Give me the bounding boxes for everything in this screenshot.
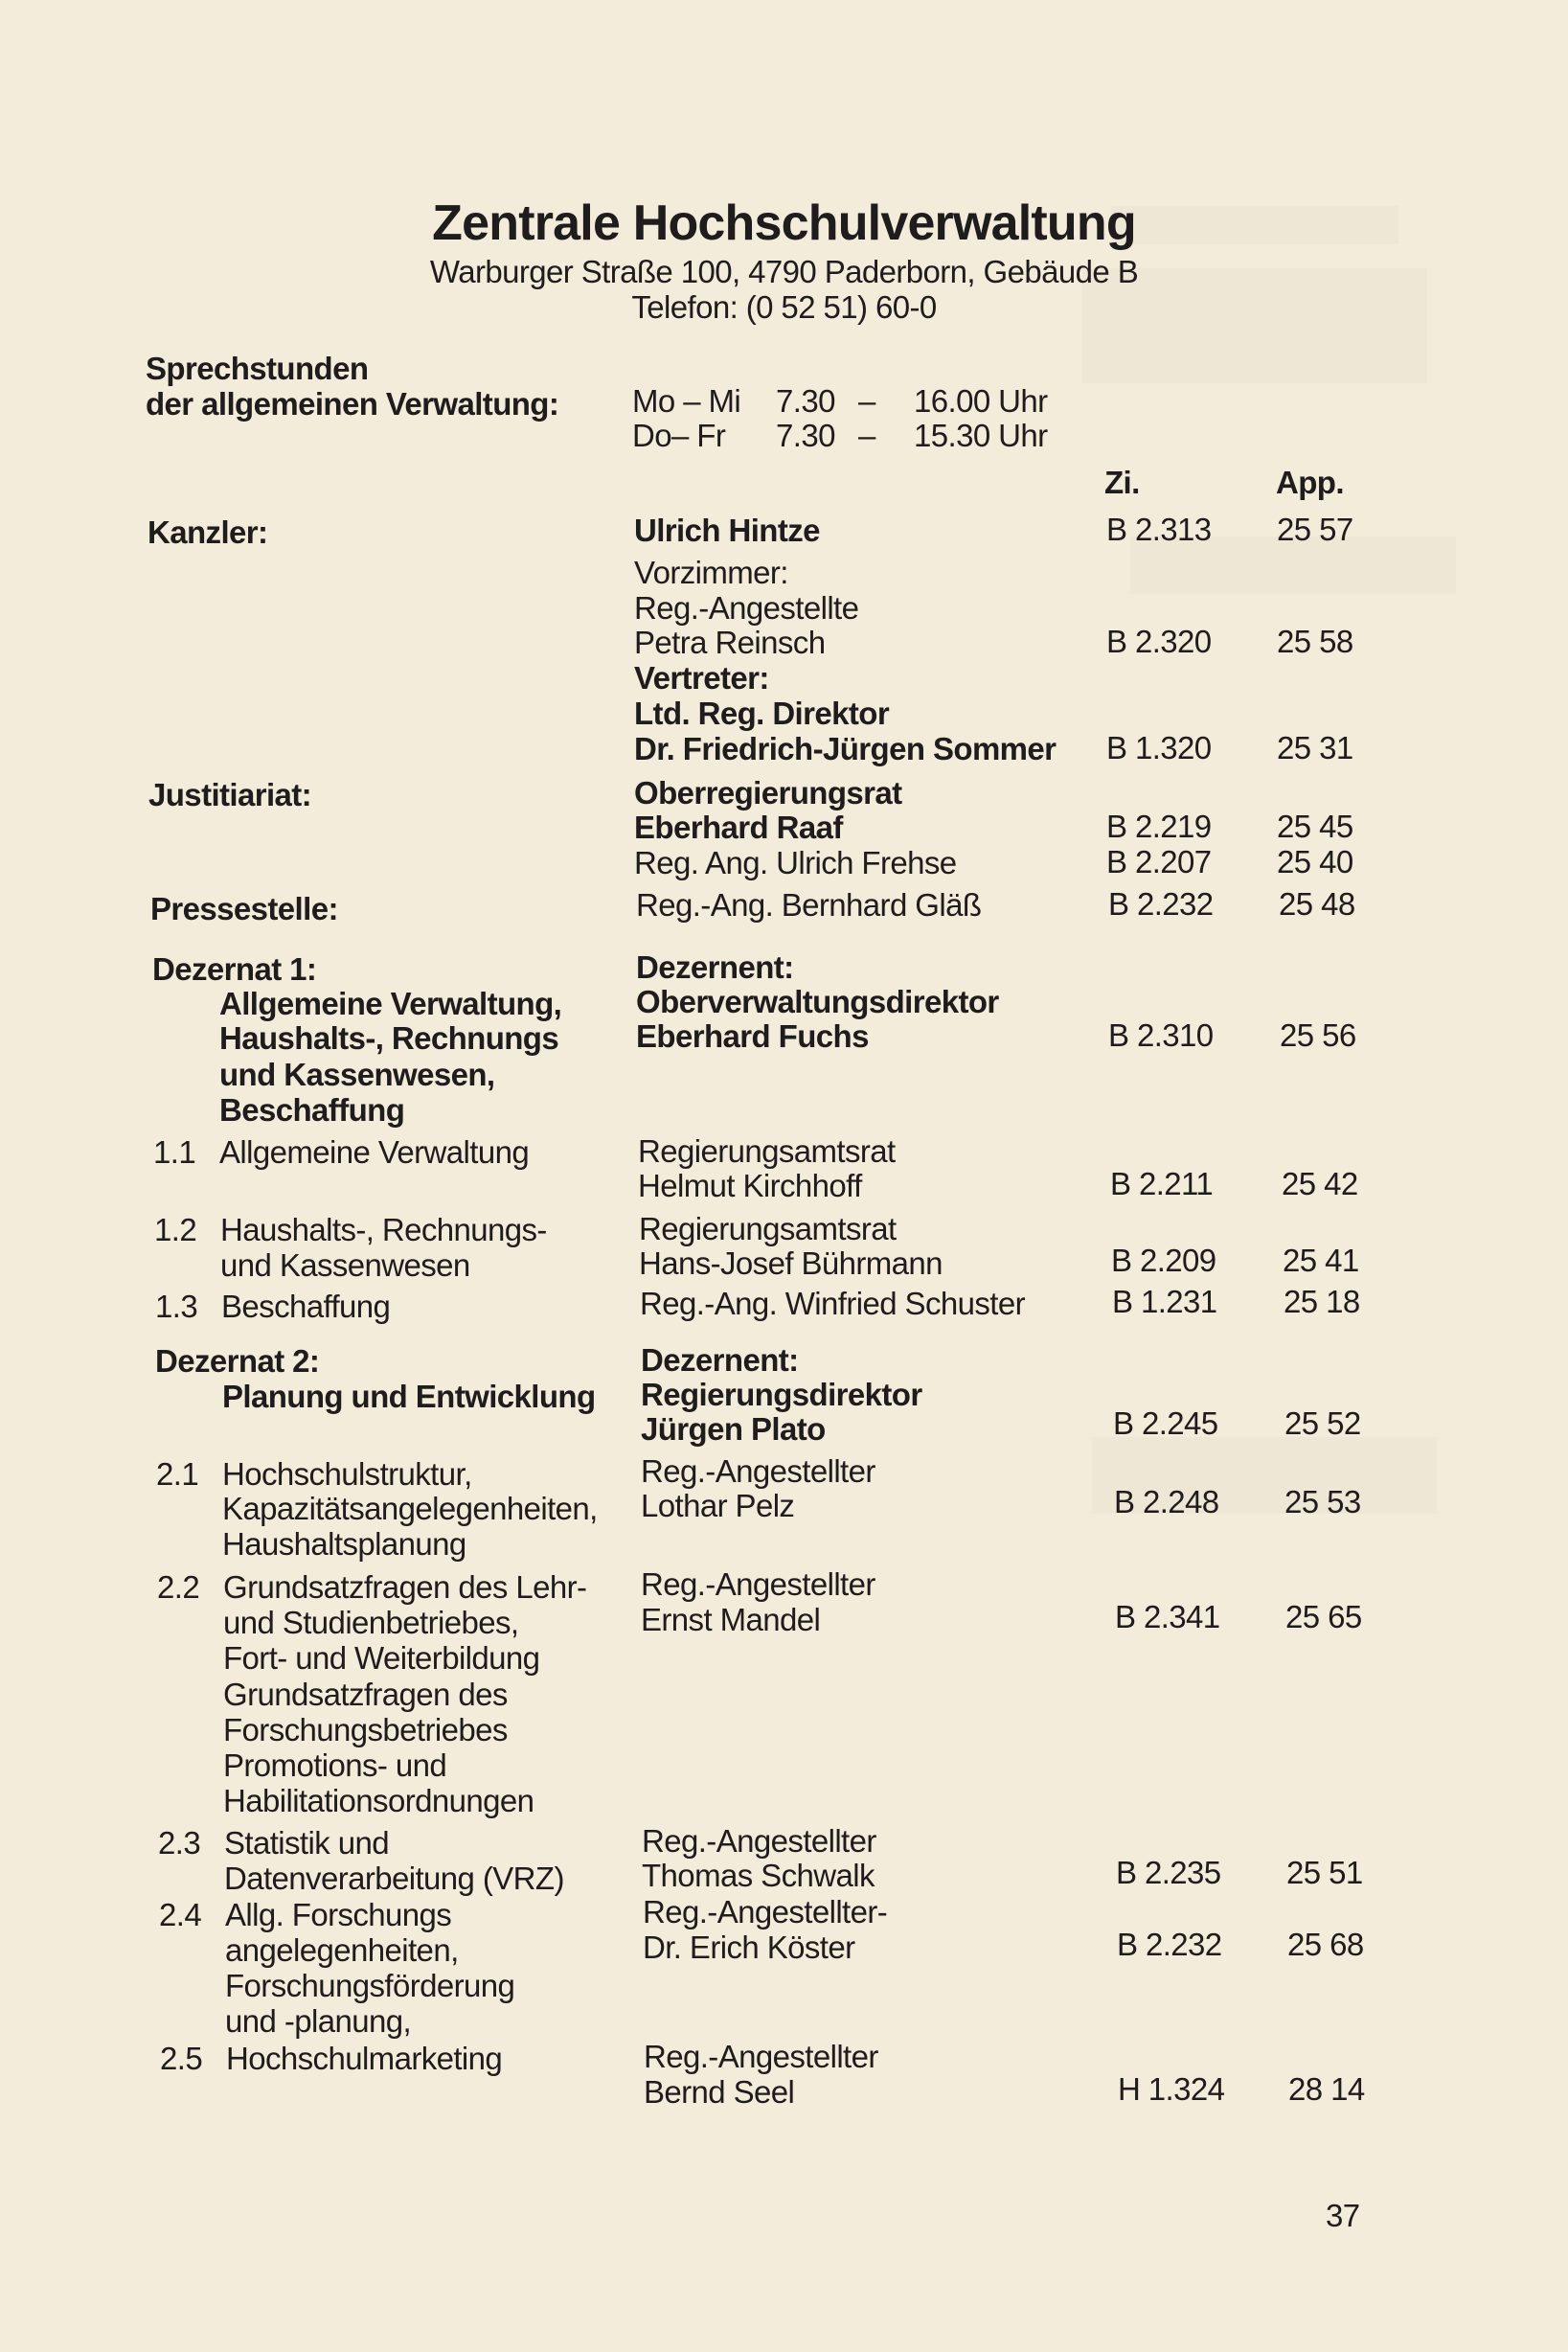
phone-extension: 28 14 bbox=[1288, 2071, 1365, 2107]
unit-title-line: Grundsatzfragen des bbox=[223, 1677, 508, 1712]
unit-title-line: Haushalts-, Rechnungs- bbox=[220, 1212, 547, 1247]
person-line: Regierungsamtsrat bbox=[639, 1211, 897, 1246]
room-number: B 2.313 bbox=[1106, 512, 1212, 547]
person-line: Thomas Schwalk bbox=[642, 1858, 875, 1893]
room-number: B 2.209 bbox=[1111, 1243, 1216, 1278]
room-number: B 1.320 bbox=[1106, 730, 1212, 765]
unit-number: 2.3 bbox=[158, 1825, 201, 1861]
unit-title-line: und -planung, bbox=[225, 2003, 412, 2039]
hours-to-1: 16.00 Uhr bbox=[914, 383, 1048, 419]
section-label-dezernat2: Dezernat 2: bbox=[155, 1343, 320, 1379]
unit-title-line: Promotions- und bbox=[223, 1747, 447, 1783]
room-number: B 2.211 bbox=[1110, 1166, 1214, 1201]
dezernent-line: Eberhard Fuchs bbox=[636, 1018, 869, 1054]
unit-number: 1.2 bbox=[154, 1212, 197, 1247]
phone-extension: 25 52 bbox=[1284, 1405, 1361, 1441]
dezernat-title-line: Planung und Entwicklung bbox=[222, 1379, 596, 1414]
room-number: H 1.324 bbox=[1118, 2071, 1225, 2107]
person-line: Reg.-Angestellter bbox=[644, 2039, 878, 2074]
phone-extension: 25 53 bbox=[1284, 1484, 1361, 1519]
person-line: Eberhard Raaf bbox=[634, 810, 843, 845]
unit-title-line: und Kassenwesen bbox=[220, 1247, 470, 1283]
phone-extension: 25 58 bbox=[1277, 624, 1353, 659]
unit-title-line: Allg. Forschungs bbox=[225, 1897, 452, 1932]
person-line: Regierungsamtsrat bbox=[638, 1133, 896, 1169]
room-number: B 2.341 bbox=[1115, 1599, 1220, 1634]
unit-title-line: Allgemeine Verwaltung bbox=[219, 1134, 530, 1170]
hours-from-1: 7.30 bbox=[776, 383, 835, 419]
phone-extension: 25 65 bbox=[1285, 1599, 1362, 1634]
column-header-room: Zi. bbox=[1104, 465, 1140, 500]
unit-title-line: Fort- und Weiterbildung bbox=[223, 1640, 540, 1676]
section-label-dezernat1: Dezernat 1: bbox=[152, 951, 317, 987]
room-number: B 2.310 bbox=[1108, 1017, 1214, 1053]
hours-to-2: 15.30 Uhr bbox=[914, 418, 1048, 453]
room-number: B 2.207 bbox=[1106, 844, 1212, 879]
person-line: Reg.-Angestellte bbox=[634, 590, 859, 626]
unit-title-line: Forschungsbetriebes bbox=[223, 1712, 508, 1747]
section-label-kanzler: Kanzler: bbox=[148, 514, 268, 550]
unit-title-line: Grundsatzfragen des Lehr- bbox=[223, 1569, 587, 1605]
phone-extension: 25 57 bbox=[1277, 512, 1353, 547]
column-header-ext: App. bbox=[1276, 465, 1344, 500]
person-line: Reg.-Angestellter bbox=[641, 1566, 875, 1602]
person-line: Reg.-Angestellter bbox=[641, 1453, 875, 1489]
person-line: Ulrich Hintze bbox=[634, 513, 820, 548]
phone-extension: 25 45 bbox=[1277, 809, 1353, 844]
phone-extension: 25 51 bbox=[1286, 1855, 1363, 1890]
room-number: B 2.232 bbox=[1108, 886, 1214, 922]
unit-number: 2.2 bbox=[157, 1569, 200, 1605]
person-line: Dr. Erich Köster bbox=[643, 1930, 855, 1965]
unit-title-line: Forschungsförderung bbox=[225, 1968, 515, 2003]
person-line: Ltd. Reg. Direktor bbox=[634, 696, 890, 731]
person-line: Oberregierungsrat bbox=[634, 775, 902, 811]
unit-number: 1.3 bbox=[155, 1289, 198, 1324]
unit-title-line: Hochschulmarketing bbox=[226, 2041, 503, 2076]
person-line: Reg. Ang. Ulrich Frehse bbox=[634, 845, 957, 880]
office-hours-label-line2: der allgemeinen Verwaltung: bbox=[146, 386, 559, 422]
hours-dash-2: – bbox=[858, 418, 875, 453]
person-line: Vertreter: bbox=[634, 660, 769, 696]
unit-title-line: Habilitationsordnungen bbox=[223, 1783, 534, 1818]
person-line: Reg.-Angestellter bbox=[642, 1823, 876, 1859]
dezernat-title-line: und Kassenwesen, bbox=[219, 1057, 495, 1092]
section-label-pressestelle: Pressestelle: bbox=[150, 891, 338, 926]
hours-days-2: Do– Fr bbox=[632, 418, 726, 453]
room-number: B 2.245 bbox=[1113, 1405, 1218, 1441]
unit-title-line: Statistik und bbox=[224, 1825, 389, 1861]
unit-title-line: Haushaltsplanung bbox=[222, 1526, 466, 1562]
person-line: Ernst Mandel bbox=[641, 1602, 821, 1637]
dezernat-title-line: Beschaffung bbox=[219, 1092, 405, 1128]
dezernat-title-line: Allgemeine Verwaltung, bbox=[219, 986, 562, 1021]
unit-number: 2.1 bbox=[156, 1456, 199, 1492]
room-number: B 2.235 bbox=[1116, 1855, 1221, 1890]
dezernent-line: Regierungsdirektor bbox=[641, 1377, 922, 1412]
section-label-justitiariat: Justitiariat: bbox=[148, 777, 312, 812]
hours-from-2: 7.30 bbox=[776, 418, 835, 453]
room-number: B 2.219 bbox=[1106, 809, 1212, 844]
person-line: Vorzimmer: bbox=[634, 555, 788, 590]
phone-extension: 25 56 bbox=[1280, 1017, 1356, 1053]
dezernent-line: Jürgen Plato bbox=[641, 1411, 826, 1447]
phone-extension: 25 48 bbox=[1279, 886, 1355, 922]
dezernent-line: Oberverwaltungsdirektor bbox=[636, 984, 999, 1019]
phone-extension: 25 41 bbox=[1283, 1243, 1359, 1278]
dezernent-line: Dezernent: bbox=[636, 949, 794, 985]
person-line: Helmut Kirchhoff bbox=[638, 1168, 862, 1203]
person-line: Reg.-Angestellter- bbox=[643, 1894, 888, 1930]
unit-number: 2.4 bbox=[159, 1897, 202, 1932]
person-line: Hans-Josef Bührmann bbox=[639, 1245, 943, 1281]
phone-extension: 25 31 bbox=[1277, 730, 1353, 765]
person-line: Reg.-Ang. Bernhard Gläß bbox=[636, 887, 982, 923]
unit-title-line: Beschaffung bbox=[221, 1289, 391, 1324]
dezernat-title-line: Haushalts-, Rechnungs bbox=[219, 1020, 559, 1056]
unit-number: 1.1 bbox=[153, 1134, 196, 1170]
hours-dash-1: – bbox=[858, 383, 875, 419]
page-number: 37 bbox=[1326, 2198, 1360, 2233]
unit-title-line: und Studienbetriebes, bbox=[223, 1605, 519, 1640]
person-line: Dr. Friedrich-Jürgen Sommer bbox=[634, 731, 1057, 766]
phone-extension: 25 40 bbox=[1277, 844, 1353, 879]
person-line: Bernd Seel bbox=[644, 2074, 795, 2110]
office-hours-label-line1: Sprechstunden bbox=[146, 351, 369, 386]
room-number: B 1.231 bbox=[1112, 1284, 1217, 1319]
dezernent-line: Dezernent: bbox=[641, 1342, 799, 1378]
room-number: B 2.248 bbox=[1114, 1484, 1219, 1519]
phone-extension: 25 18 bbox=[1284, 1284, 1360, 1319]
address-line: Warburger Straße 100, 4790 Paderborn, Gebäude B bbox=[429, 254, 1139, 289]
unit-title-line: Kapazitätsangelegenheiten, bbox=[222, 1491, 598, 1526]
person-line: Lothar Pelz bbox=[641, 1488, 795, 1523]
room-number: B 2.232 bbox=[1117, 1927, 1222, 1962]
phone-extension: 25 68 bbox=[1287, 1927, 1364, 1962]
phone-extension: 25 42 bbox=[1282, 1166, 1358, 1201]
person-line: Petra Reinsch bbox=[634, 625, 826, 660]
person-line: Reg.-Ang. Winfried Schuster bbox=[640, 1286, 1025, 1321]
hours-days-1: Mo – Mi bbox=[632, 383, 741, 419]
unit-title-line: Hochschulstruktur, bbox=[222, 1456, 472, 1492]
page-title: Zentrale Hochschulverwaltung bbox=[432, 195, 1136, 251]
phone-line: Telefon: (0 52 51) 60-0 bbox=[631, 289, 937, 325]
unit-title-line: Datenverarbeitung (VRZ) bbox=[224, 1861, 564, 1896]
unit-title-line: angelegenheiten, bbox=[225, 1932, 459, 1968]
room-number: B 2.320 bbox=[1106, 624, 1212, 659]
unit-number: 2.5 bbox=[160, 2041, 203, 2076]
